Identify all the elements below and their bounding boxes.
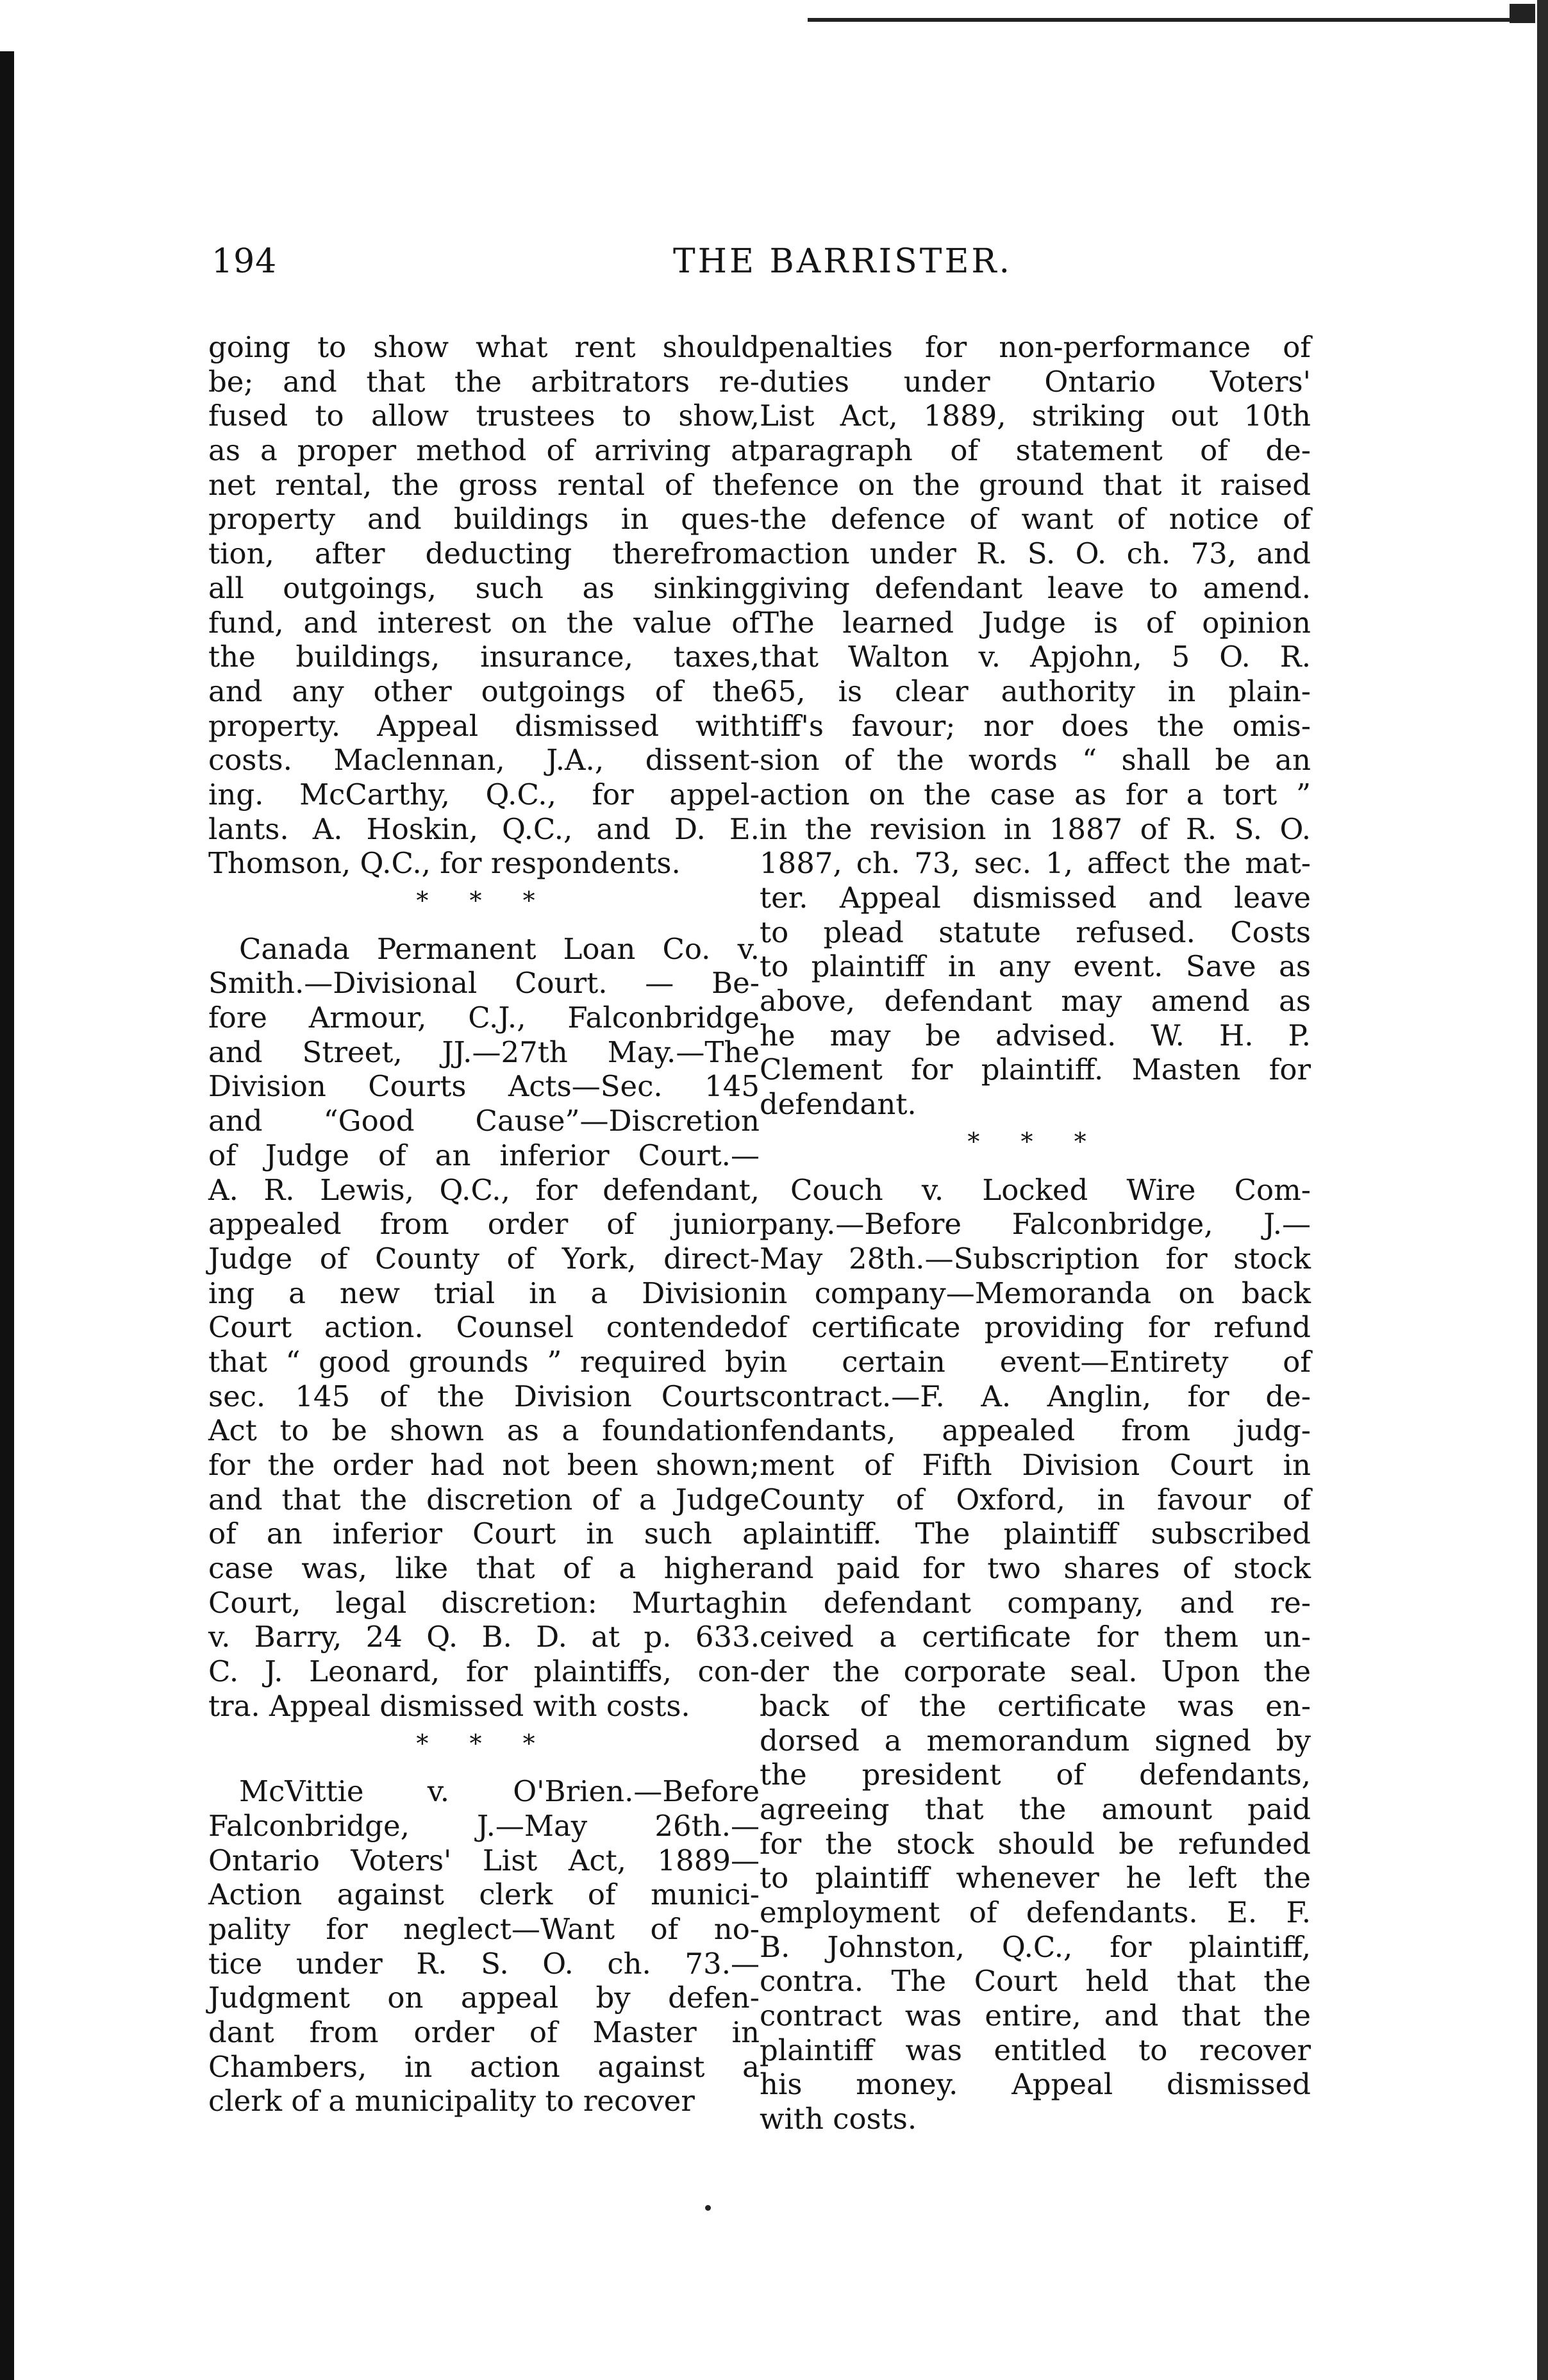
text-line: agreeing that the amount paid — [760, 1792, 1311, 1826]
text-line: Judgment on appeal by defen- — [208, 1981, 760, 2015]
text-line: 1887, ch. 73, sec. 1, affect the mat- — [760, 846, 1311, 881]
text-line: for the order had not been shown; — [208, 1448, 760, 1482]
text-line: List Act, 1889, striking out 10th — [760, 399, 1311, 433]
text-line: and that the discretion of a Judge — [208, 1482, 760, 1517]
text-line: plaintiff. The plaintiff subscribed — [760, 1517, 1311, 1551]
text-line: in the revision in 1887 of R. S. O. — [760, 811, 1311, 846]
text-line: of Judge of an inferior Court.— — [208, 1138, 760, 1172]
scan-edge-right — [1537, 0, 1548, 2380]
text-line: his money. Appeal dismissed — [760, 2067, 1311, 2102]
text-line: Ontario Voters' List Act, 1889— — [208, 1843, 760, 1877]
section-divider-stars: * * * — [416, 1729, 552, 1758]
text-line: fore Armour, C.J., Falconbridge — [208, 1001, 760, 1035]
text-line: Judge of County of York, direct- — [208, 1241, 760, 1276]
text-line: Court, legal discretion: Murtagh — [208, 1585, 760, 1620]
text-line: in certain event—Entirety of — [760, 1344, 1311, 1379]
text-line: sion of the words “ shall be an — [760, 743, 1311, 778]
text-line: A. R. Lewis, Q.C., for defendant, — [208, 1172, 760, 1207]
text-line: Canada Permanent Loan Co. v. — [239, 931, 760, 966]
text-line: C. J. Leonard, for plaintiffs, con- — [208, 1654, 760, 1689]
text-line: and any other outgoings of the — [208, 674, 760, 708]
paragraph-gap — [760, 1156, 1311, 1173]
text-line: case was, like that of a higher — [208, 1551, 760, 1586]
text-line: the president of defendants, — [760, 1758, 1311, 1792]
text-line: and “Good Cause”—Discretion — [208, 1104, 760, 1138]
text-line: to plaintiff whenever he left the — [760, 1861, 1311, 1895]
text-line: net rental, the gross rental of the — [208, 467, 760, 502]
text-line: defendant. — [760, 1087, 917, 1122]
text-line: be; and that the arbitrators re- — [208, 364, 760, 399]
text-line: the buildings, insurance, taxes, — [208, 640, 760, 674]
text-line: with costs. — [760, 2102, 917, 2136]
text-line: pany.—Before Falconbridge, J.— — [760, 1207, 1311, 1242]
text-line: sec. 145 of the Division Courts — [208, 1379, 760, 1413]
text-line: plaintiff was entitled to recover — [760, 2033, 1311, 2067]
text-line: Clement for plaintiff. Masten for — [760, 1053, 1311, 1087]
text-line: and Street, JJ.—27th May.—The — [208, 1035, 760, 1069]
text-line: Falconbridge, J.—May 26th.— — [208, 1808, 760, 1843]
text-line: duties under Ontario Voters' — [760, 364, 1311, 399]
stray-ink-dot — [705, 2205, 711, 2211]
text-line: paragraph of statement of de- — [760, 433, 1311, 468]
text-line: tice under R. S. O. ch. 73.— — [208, 1946, 760, 1981]
text-line: contract was entire, and that the — [760, 1999, 1311, 2033]
text-line: clerk of a municipality to recover — [208, 2084, 695, 2118]
text-line: action under R. S. O. ch. 73, and — [760, 537, 1311, 571]
text-line: ter. Appeal dismissed and leave — [760, 881, 1311, 915]
text-line: ing a new trial in a Division — [208, 1276, 760, 1310]
text-line: lants. A. Hoskin, Q.C., and D. E. — [208, 811, 760, 846]
section-divider-stars: * * * — [416, 886, 552, 915]
text-line: fused to allow trustees to show, — [208, 399, 760, 433]
text-line: appealed from order of junior — [208, 1207, 760, 1242]
text-line: v. Barry, 24 Q. B. D. at p. 633. — [208, 1620, 760, 1654]
running-head — [212, 242, 1352, 294]
left-column — [208, 330, 760, 2118]
text-line: The learned Judge is of opinion — [760, 605, 1311, 640]
text-line: of an inferior Court in such a — [208, 1517, 760, 1551]
scan-corner-top-right — [1510, 4, 1535, 23]
text-line: ceived a certificate for them un- — [760, 1620, 1311, 1654]
text-line: Chambers, in action against a — [208, 2049, 760, 2084]
paragraph-gap — [208, 1758, 760, 1774]
text-line: that “ good grounds ” required by — [208, 1344, 760, 1379]
text-line: fund, and interest on the value of — [208, 605, 760, 640]
text-line: property and buildings in ques- — [208, 502, 760, 537]
page-number: 194 — [212, 242, 278, 281]
text-line: pality for neglect—Want of no- — [208, 1911, 760, 1946]
text-line: in company—Memoranda on back — [760, 1276, 1311, 1310]
text-line: McVittie v. O'Brien.—Before — [239, 1774, 760, 1809]
text-line: to plaintiff in any event. Save as — [760, 949, 1311, 984]
text-line: B. Johnston, Q.C., for plaintiff, — [760, 1929, 1311, 1964]
text-line: tion, after deducting therefrom — [208, 537, 760, 571]
text-line: back of the certificate was en- — [760, 1688, 1311, 1723]
text-line: costs. Maclennan, J.A., dissent- — [208, 743, 760, 778]
text-line: all outgoings, such as sinking — [208, 570, 760, 605]
text-line: and paid for two shares of stock — [760, 1551, 1311, 1586]
running-title: THE BARRISTER. — [673, 242, 1013, 281]
text-line: tra. Appeal dismissed with costs. — [208, 1688, 690, 1723]
text-line: tiff's favour; nor does the omis- — [760, 708, 1311, 743]
text-line: action on the case as for a tort ” — [760, 777, 1311, 811]
text-line: Smith.—Divisional Court. — Be- — [208, 966, 760, 1001]
text-line: May 28th.—Subscription for stock — [760, 1241, 1311, 1276]
text-line: der the corporate seal. Upon the — [760, 1654, 1311, 1689]
text-line: County of Oxford, in favour of — [760, 1482, 1311, 1517]
text-line: Couch v. Locked Wire Com- — [790, 1172, 1311, 1207]
text-line: Action against clerk of munici- — [208, 1877, 760, 1912]
text-line: Division Courts Acts—Sec. 145 — [208, 1069, 760, 1104]
text-line: Court action. Counsel contended — [208, 1310, 760, 1345]
text-line: ment of Fifth Division Court in — [760, 1448, 1311, 1482]
text-line: dorsed a memorandum signed by — [760, 1723, 1311, 1758]
text-line: Act to be shown as a foundation — [208, 1413, 760, 1448]
text-line: employment of defendants. E. F. — [760, 1895, 1311, 1929]
text-line: as a proper method of arriving at — [208, 433, 760, 468]
text-line: 65, is clear authority in plain- — [760, 674, 1311, 708]
text-line: he may be advised. W. H. P. — [760, 1018, 1311, 1053]
text-line: above, defendant may amend as — [760, 984, 1311, 1019]
text-line: property. Appeal dismissed with — [208, 708, 760, 743]
text-line: going to show what rent should — [208, 330, 760, 364]
text-line: contra. The Court held that the — [760, 1964, 1311, 1999]
text-line: in defendant company, and re- — [760, 1585, 1311, 1620]
right-column — [760, 330, 1311, 2136]
paragraph-gap — [208, 915, 760, 932]
text-line: that Walton v. Apjohn, 5 O. R. — [760, 640, 1311, 674]
section-divider-stars: * * * — [967, 1127, 1103, 1156]
text-line: penalties for non-performance of — [760, 330, 1311, 364]
text-line: dant from order of Master in — [208, 2015, 760, 2049]
text-line: fendants, appealed from judg- — [760, 1413, 1311, 1448]
text-line: to plead statute refused. Costs — [760, 915, 1311, 949]
text-line: contract.—F. A. Anglin, for de- — [760, 1379, 1311, 1413]
text-line: for the stock should be refunded — [760, 1826, 1311, 1861]
text-line: Thomson, Q.C., for respondents. — [208, 846, 681, 881]
text-line: the defence of want of notice of — [760, 502, 1311, 537]
scan-edge-left — [0, 51, 14, 2380]
scan-edge-top — [808, 18, 1526, 22]
text-line: of certificate providing for refund — [760, 1310, 1311, 1345]
text-line: ing. McCarthy, Q.C., for appel- — [208, 777, 760, 811]
text-line: fence on the ground that it raised — [760, 467, 1311, 502]
text-line: giving defendant leave to amend. — [760, 570, 1311, 605]
